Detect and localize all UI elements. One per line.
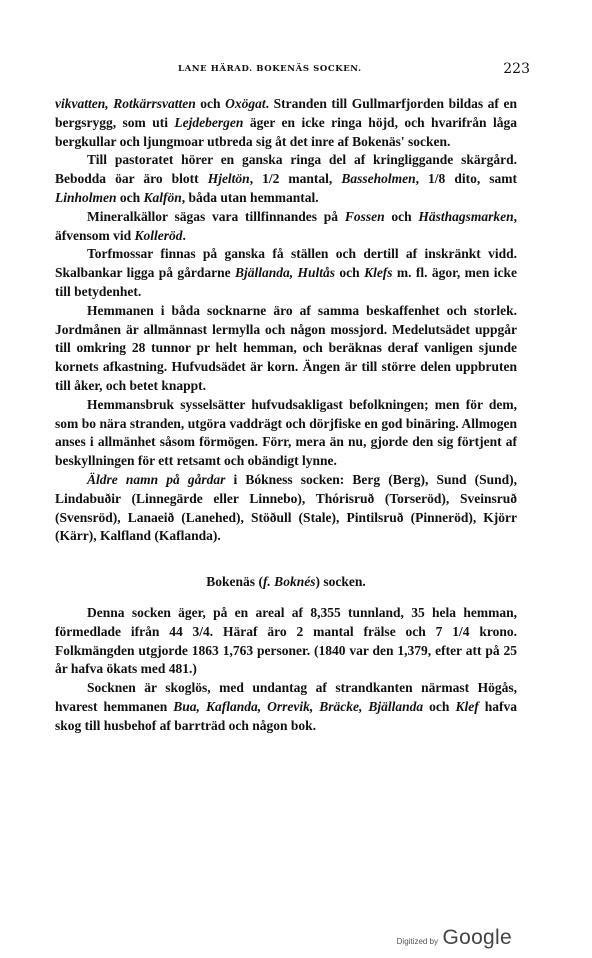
text-run: . <box>182 227 186 243</box>
italic-text: Äldre namn på gårdar <box>87 471 226 487</box>
paragraph <box>55 396 517 471</box>
text-run: Torfmossar finnas på ganska få ställen och dertill af inskränkt vidd. Skalbankar ligga på gårdarne <box>55 246 517 281</box>
paragraph <box>55 208 517 246</box>
paragraph <box>55 302 517 396</box>
paragraph <box>55 245 517 301</box>
italic-text: Lejdebergen <box>174 114 244 130</box>
paragraph <box>55 151 517 207</box>
section-heading-italic: f. Boknés <box>262 574 316 590</box>
digitized-by-watermark <box>397 926 512 950</box>
italic-text: Bjällanda, Hultås <box>235 265 336 281</box>
text-run: och <box>384 208 419 224</box>
google-logo: Google <box>442 926 512 949</box>
section-heading-start: Bokenäs ( <box>206 574 263 590</box>
watermark-prefix: Digitized by <box>396 937 439 946</box>
paragraph <box>55 679 517 735</box>
italic-text: Basseholmen <box>341 171 416 187</box>
italic-text: Klef <box>455 698 479 714</box>
text-run: Till pastoratet hörer en ganska ringa del af kringliggande skärgård. Bebodda öar äro blott <box>55 152 517 187</box>
text-run: m. fl. ägor, men icke till betydenhet. <box>55 265 518 299</box>
paragraph <box>55 95 517 151</box>
text-run: . Stranden till Gullmarfjorden bildas af en bergsrygg, som uti <box>55 96 518 130</box>
text-run: Socknen är skoglös, med undantag af strandkanten närmast Högås, hvarest hemmanen <box>55 680 517 714</box>
text-run: äger en icke ringa höjd, och hvarifrån låga bergkullar och ljungmoar utbreda sig åt det inre af Bokenäs' socken. <box>55 114 517 149</box>
section-paragraph-group <box>55 604 517 736</box>
text-run: och <box>195 96 226 111</box>
italic-text: Linholmen <box>55 189 117 205</box>
italic-text: Kalfön <box>143 189 182 205</box>
text-run: , 1/8 dito, samt <box>415 171 517 187</box>
text-run: hafva skog till husbehof af barrträd och någon bok. <box>55 698 517 733</box>
italic-text: Klefs <box>364 265 393 281</box>
italic-text: Hästhagsmarken <box>418 208 514 224</box>
italic-text: vikvatten, Rotkärrsvatten <box>55 96 196 111</box>
text-run: Denna socken äger, på en areal af 8,355 tunnland, 35 hela hemman, förmedlade ifrån 44 3/4. Häraf äro 2 mantal frälse och 7 1/4 krono. Folkmängden utgjorde 1863 1,763 personer. (1840 var den 1,379, efter att på 25 år hafva ökats med 481.) <box>55 604 517 677</box>
page-number: 223 <box>503 61 530 77</box>
section-heading <box>55 573 517 592</box>
body-text <box>55 95 517 736</box>
page-header <box>60 62 530 82</box>
text-run: och <box>116 189 144 205</box>
italic-text: Kolleröd <box>134 227 183 243</box>
paragraph <box>55 471 517 546</box>
italic-text: Hjeltön <box>207 171 250 187</box>
paragraph-group <box>55 95 517 546</box>
text-run: , 1/2 mantal, <box>249 171 342 187</box>
text-run: och <box>423 698 456 714</box>
italic-text: Oxögat <box>225 96 266 111</box>
italic-text: Bua, Kaflanda, Orrevik, Bräcke, Bjällanda <box>173 698 424 714</box>
text-run: , äfvensom vid <box>55 208 517 243</box>
running-head: LANE HÄRAD. BOKENÄS SOCKEN. <box>178 64 362 74</box>
text-run: Mineralkällor sägas vara tillfinnandes på <box>87 208 345 224</box>
paragraph <box>55 604 517 679</box>
text-run: Hemmansbruk sysselsätter hufvudsakligast befolkningen; men för dem, som bo nära stranden, utgöra vaddrägt och dörjfiske en god binäring. Allmogen anses i allmänhet såsom förmögen. Förr, mera än nu, gjorde den sig förtjent af beskyllningen för ett retsamt och obändigt lynne. <box>55 396 517 469</box>
italic-text: Fossen <box>344 208 385 224</box>
text-run: Hemmanen i båda socknarne äro af samma beskaffenhet och storlek. Jordmånen är allmännast lermylla och någon mossjord. Medelutsädet uppgår till omkring 28 tunnor pr helt hemman, och beräknas deraf vanligen sjunde kornets afkastning. Hufvudsädet är korn. Ängen är till större delen uppbruten till åker, och betet knappt. <box>55 302 517 393</box>
section-heading-end: ) socken. <box>315 574 366 590</box>
text-run: i Bókness socken: Berg (Berg), Sund (Sund), Lindabuðir (Linnegärde eller Linnebo), Thórisruð (Torseröd), Sveinsruð (Svensröd), Lanaeið (Lanehed), Stöðull (Stale), Pintilsruð (Pinneröd), Kjörr (Kärr), Kalfland (Kaflanda). <box>55 471 518 544</box>
text-run: , båda utan hemmantal. <box>181 189 319 205</box>
text-run: och <box>335 265 365 281</box>
